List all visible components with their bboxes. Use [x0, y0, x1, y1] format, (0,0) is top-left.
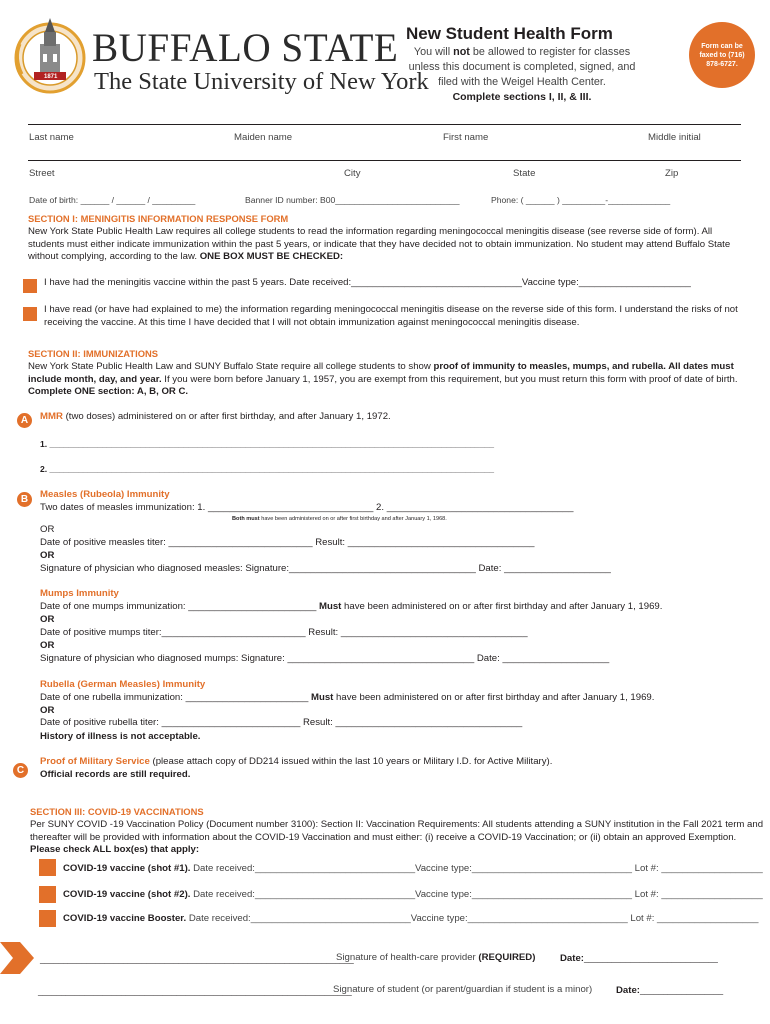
measles-or-1: OR [40, 524, 55, 535]
covid-booster-fields[interactable]: Date received:______________________________Vaccine type:______________________________ Lot #: ___________________ [188, 913, 759, 924]
military-title: Proof of Military Service [40, 756, 150, 767]
intro-not: not [453, 46, 470, 58]
state-label: State [513, 168, 536, 179]
section1-title: SECTION I: MENINGITIS INFORMATION RESPONSE FORM [28, 213, 289, 224]
form-title: New Student Health Form [406, 24, 613, 43]
measles-signature[interactable]: Signature of physician who diagnosed measles: Signature:___________________________________ Date: ____________________ [40, 563, 611, 574]
student-signature-line[interactable]: ____________________________________________________________________ [38, 986, 352, 996]
logo [10, 14, 429, 98]
section3-body [30, 819, 764, 857]
section2-body-1: New York State Public Health Law and SUNY Buffalo State require all college students to show [28, 361, 434, 372]
student-date[interactable] [616, 984, 723, 998]
mumps-titer[interactable]: Date of positive mumps titer:___________________________ Result: ___________________________________ [40, 627, 528, 638]
phone-field[interactable]: Phone: ( ______ ) _________-_____________ [491, 195, 671, 205]
mumps-date-post: have been administered on or after first birthday and after January 1, 1969. [341, 601, 663, 612]
section-c-badge: C [13, 763, 28, 778]
city-label: City [344, 168, 361, 179]
intro-pre: You will [413, 46, 454, 58]
middle-initial-label: Middle initial [648, 132, 701, 143]
provider-signature-line[interactable]: ____________________________________________________________________ [40, 954, 354, 964]
complete-sections: Complete sections I, II, & III. [452, 91, 592, 103]
dob-field[interactable]: Date of birth: ______ / ______ / _________ [29, 195, 196, 205]
mumps-or-2: OR [40, 640, 55, 651]
covid-shot-1-fields[interactable]: Date received:______________________________Vaccine type:______________________________ Lot #: ___________________ [193, 863, 763, 874]
student-date-label: Date: [616, 985, 640, 996]
zip-label: Zip [665, 168, 679, 179]
provider-signature-label [336, 952, 535, 965]
covid-shot-1-checkbox[interactable] [39, 859, 56, 876]
military-official: Official records are still required. [40, 769, 191, 780]
provider-date-label: Date: [560, 953, 584, 964]
intro-post: be allowed to register for classes unless this document is completed, signed, and filed with the Weigel Health Center. [408, 46, 636, 88]
mumps-title: Mumps Immunity [40, 588, 119, 599]
mumps-must: Must [318, 601, 342, 612]
section-b-badge: B [17, 492, 32, 507]
student-signature-label: Signature of student (or parent/guardian if student is a minor) [333, 984, 593, 995]
provider-label-text: Signature of health-care provider [336, 952, 479, 963]
covid-shot-1-label: COVID-19 vaccine (shot #1). [63, 863, 191, 874]
measles-note-bold: Both must [232, 516, 260, 522]
provider-date[interactable] [560, 952, 718, 966]
measles-titer[interactable]: Date of positive measles titer: ___________________________ Result: ___________________________________ [40, 537, 535, 548]
mumps-or-1: OR [40, 614, 55, 625]
seal-icon [10, 14, 90, 98]
last-name-label: Last name [29, 132, 74, 143]
intro-text [405, 45, 639, 90]
military-line [40, 756, 552, 769]
logo-line-1: BUFFALO STATE [92, 25, 399, 70]
meningitis-option-2: I have read (or have had explained to me) the information regarding meningococcal meningitis disease on the reverse side of this form. I understand the risks of not receiving the vaccine. At this time I have decided that I will not obtain immunization against meningococcal meningitis disease. [44, 304, 738, 328]
fax-badge [689, 22, 755, 88]
section2-title: SECTION II: IMMUNIZATIONS [28, 348, 159, 359]
logo-line-2: The State University of New York [94, 68, 429, 95]
section-a-badge: A [17, 413, 32, 428]
provider-date-line: _____________________________ [584, 953, 718, 963]
section2-body-bold-2: Complete ONE section: A, B, OR C. [28, 386, 189, 398]
mmr-dose-2[interactable]: 2. _____________________________________________________________________________________________ [40, 464, 495, 474]
meningitis-decline-checkbox[interactable] [23, 307, 37, 321]
rubella-date-pre: Date of one rubella immunization: _______________________ [40, 692, 311, 703]
section3-body-text: Per SUNY COVID -19 Vaccination Policy (Document number 3100): Section II: Vaccination Requirements: All students attending a SUNY institution in the Fall 2021 term and thereafter will be provided with information about the COVID-19 Vaccination and must either: (i) receive a COVID-19 Vaccination; or (ii) obtain an approved Exemption. [30, 819, 764, 843]
measles-or-2: OR [40, 550, 55, 561]
covid-shot-2-row [63, 889, 763, 902]
mumps-date[interactable] [40, 601, 662, 614]
meningitis-option-1: I have had the meningitis vaccine within the past 5 years. Date received:________________________________Vaccine type:_____________________ [44, 277, 691, 288]
banner-id-field[interactable]: Banner ID number: B00__________________________ [245, 195, 460, 205]
seal-year: 1871 [44, 74, 58, 80]
section1-body-text: New York State Public Health Law requires all college students to read the information regarding meningococcal meningitis disease (see reverse side of form). All students must either indicate immunization within the past 5 years, or indicate that they have decided not to obtain immunization. No student may attend Buffalo State without complying, according to the law. [28, 226, 731, 263]
first-name-label: First name [443, 132, 489, 143]
measles-note-text: have been administered on or after first birthday and after January 1, 1968. [259, 516, 447, 522]
fax-note: Form can be faxed to (716) 878-6727. [699, 43, 745, 68]
meningitis-vaccine-checkbox[interactable] [23, 279, 37, 293]
covid-booster-label: COVID-19 vaccine Booster. [63, 913, 187, 924]
military-text: (please attach copy of DD214 issued within the last 10 years or Military I.D. for Active Military). [149, 756, 553, 767]
measles-note [232, 513, 447, 526]
rubella-title: Rubella (German Measles) Immunity [40, 679, 206, 690]
mumps-signature[interactable]: Signature of physician who diagnosed mumps: Signature: ___________________________________ Date: ____________________ [40, 653, 610, 664]
section3-body-bold: Please check ALL box(es) that apply: [30, 844, 200, 856]
section1-body-bold: ONE BOX MUST BE CHECKED: [199, 251, 344, 263]
student-date-line: __________________ [640, 985, 724, 995]
mmr-text: (two doses) administered on or after first birthday, and after January 1, 1972. [62, 411, 391, 422]
mmr-dose-1[interactable]: 1. _____________________________________________________________________________________________ [40, 439, 495, 449]
rubella-date-post: have been administered on or after first birthday and after January 1, 1969. [333, 692, 655, 703]
maiden-name-label: Maiden name [234, 132, 293, 143]
section2-body [28, 361, 760, 399]
section1-body [28, 226, 746, 264]
rubella-history-note: History of illness is not acceptable. [40, 731, 201, 742]
rubella-date[interactable] [40, 692, 654, 705]
mmr-label: MMR [40, 411, 63, 422]
rubella-or: OR [40, 705, 55, 716]
covid-shot-2-fields[interactable]: Date received:______________________________Vaccine type:______________________________ Lot #: ___________________ [193, 889, 763, 900]
covid-shot-2-checkbox[interactable] [39, 886, 56, 903]
mmr-line [40, 411, 391, 424]
section2-body-bold-1: proof of immunity to measles, mumps, and rubella. All dates must include month, day, and year. [28, 361, 734, 385]
rubella-titer[interactable]: Date of positive rubella titer: __________________________ Result: ___________________________________ [40, 717, 523, 728]
street-label: Street [29, 168, 55, 179]
covid-shot-1-row [63, 863, 763, 876]
section3-title: SECTION III: COVID-19 VACCINATIONS [30, 806, 204, 817]
covid-booster-checkbox[interactable] [39, 910, 56, 927]
measles-title: Measles (Rubeola) Immunity [40, 489, 170, 500]
section2-body-2: If you were born before January 1, 1957, you are exempt from this requirement, but you must return this form with proof of date of birth. [161, 373, 738, 385]
covid-shot-2-label: COVID-19 vaccine (shot #2). [63, 889, 191, 900]
rubella-must: Must [310, 692, 334, 703]
mumps-date-pre: Date of one mumps immunization: ________________________ [40, 601, 319, 612]
arrow-icon [0, 942, 34, 974]
provider-required: (REQUIRED) [478, 952, 536, 963]
covid-booster-row [63, 913, 758, 926]
measles-two-dates[interactable]: Two dates of measles immunization: 1. _______________________________ 2. ___________________________________ [40, 502, 574, 513]
